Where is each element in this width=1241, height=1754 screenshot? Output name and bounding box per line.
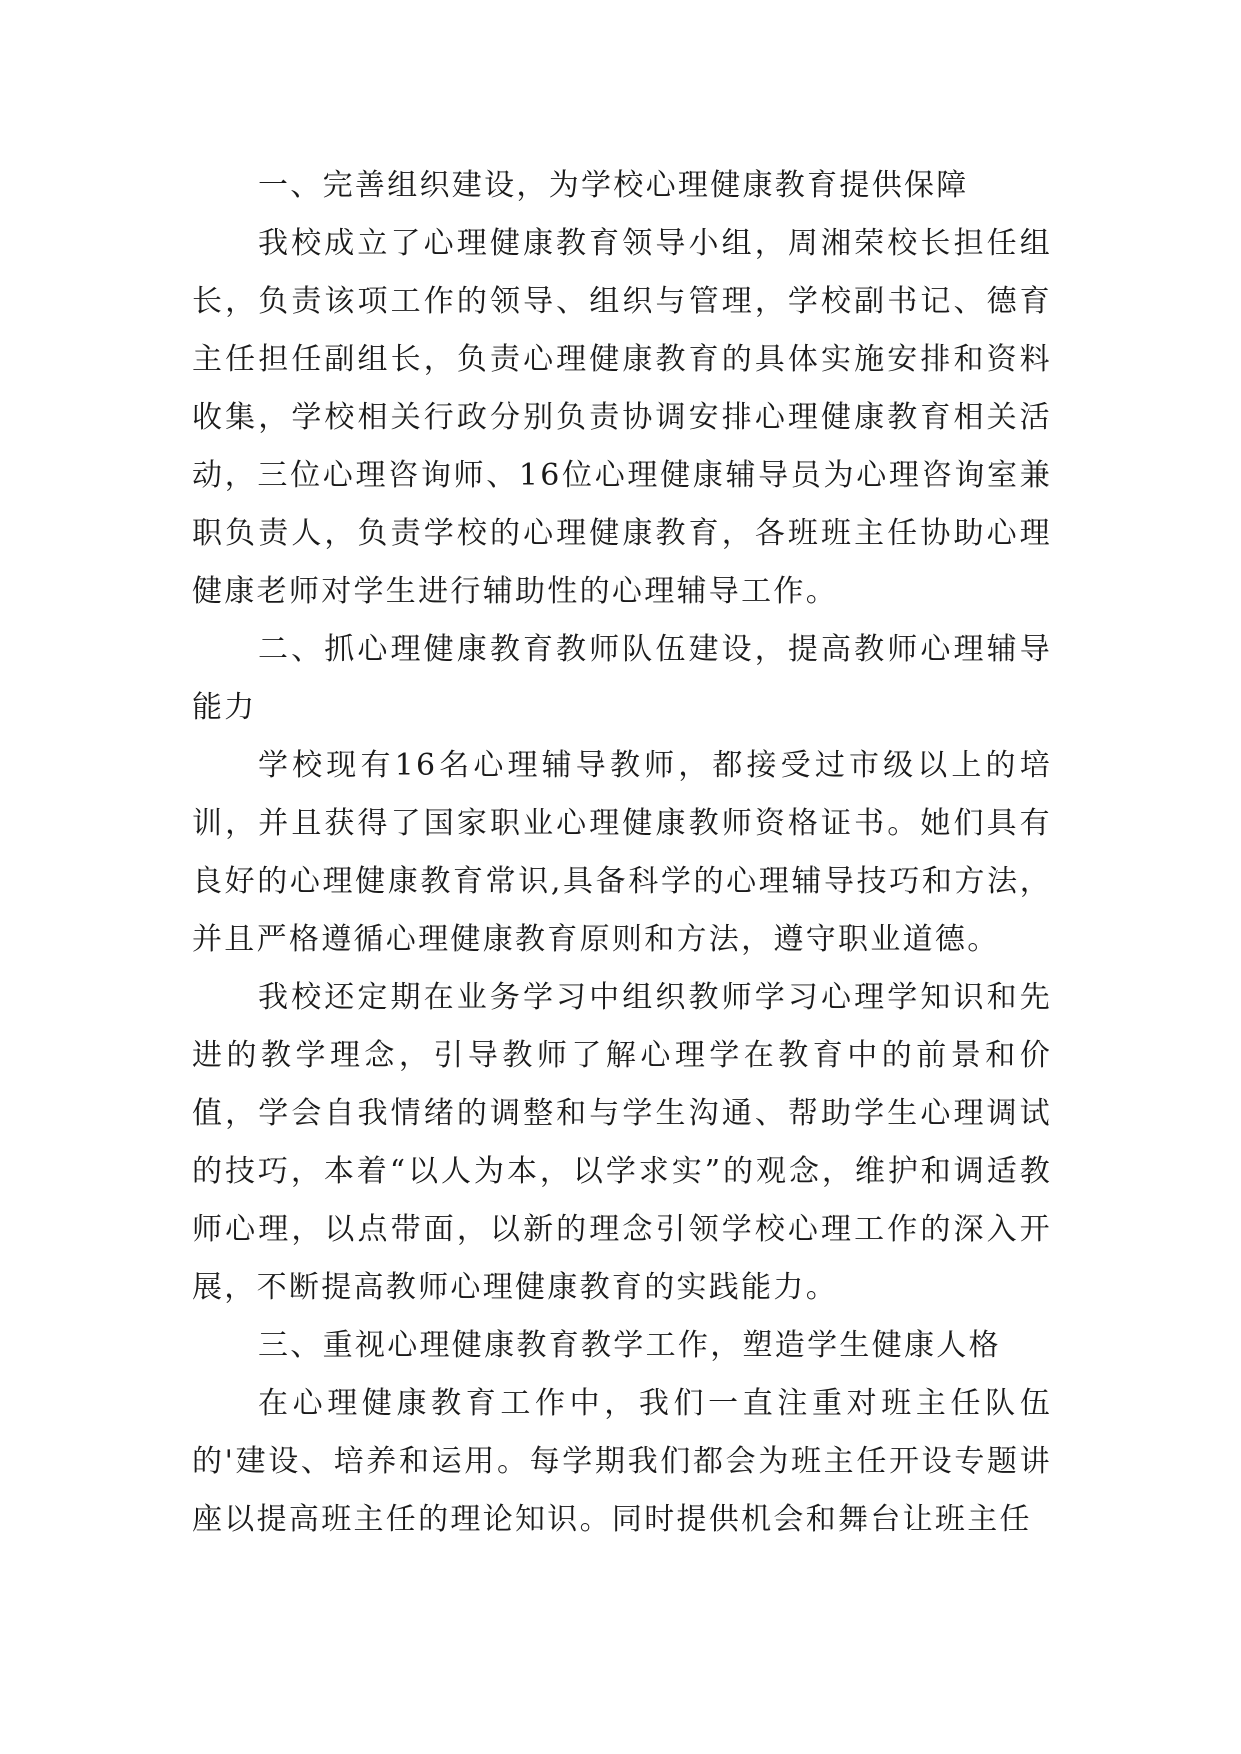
document-body <box>192 157 1052 1549</box>
paragraph: 我校还定期在业务学习中组织教师学习心理学知识和先进的教学理念，引导教师了解心理学在教育中的前景和价值，学会自我情绪的调整和与学生沟通、帮助学生心理调试的技巧，本着“以人为本，以学求实”的观念，维护和调适教师心理，以点带面，以新的理念引领学校心理工作的深入开展，不断提高教师心理健康教育的实践能力。 <box>192 980 1052 1305</box>
section-heading-3: 三、重视心理健康教育教学工作，塑造学生健康人格 <box>258 1328 1001 1363</box>
paragraph: 在心理健康教育工作中，我们一直注重对班主任队伍的'建设、培养和运用。每学期我们都会为班主任开设专题讲座以提高班主任的理论知识。同时提供机会和舞台让班主任 <box>192 1386 1052 1537</box>
section-heading-1: 一、完善组织建设，为学校心理健康教育提供保障 <box>258 168 969 203</box>
paragraph: 学校现有16名心理辅导教师，都接受过市级以上的培训，并且获得了国家职业心理健康教师资格证书。她们具有良好的心理健康教育常识,具备科学的心理辅导技巧和方法，并且严格遵循心理健康教育原则和方法，遵守职业道德。 <box>192 748 1052 957</box>
section-heading-2: 二、抓心理健康教育教师队伍建设，提高教师心理辅导能力 <box>192 632 1052 725</box>
paragraph: 我校成立了心理健康教育领导小组，周湘荣校长担任组长，负责该项工作的领导、组织与管理，学校副书记、德育主任担任副组长，负责心理健康教育的具体实施安排和资料收集，学校相关行政分别负责协调安排心理健康教育相关活动，三位心理咨询师、16位心理健康辅导员为心理咨询室兼职负责人，负责学校的心理健康教育，各班班主任协助心理健康老师对学生进行辅助性的心理辅导工作。 <box>192 226 1052 609</box>
